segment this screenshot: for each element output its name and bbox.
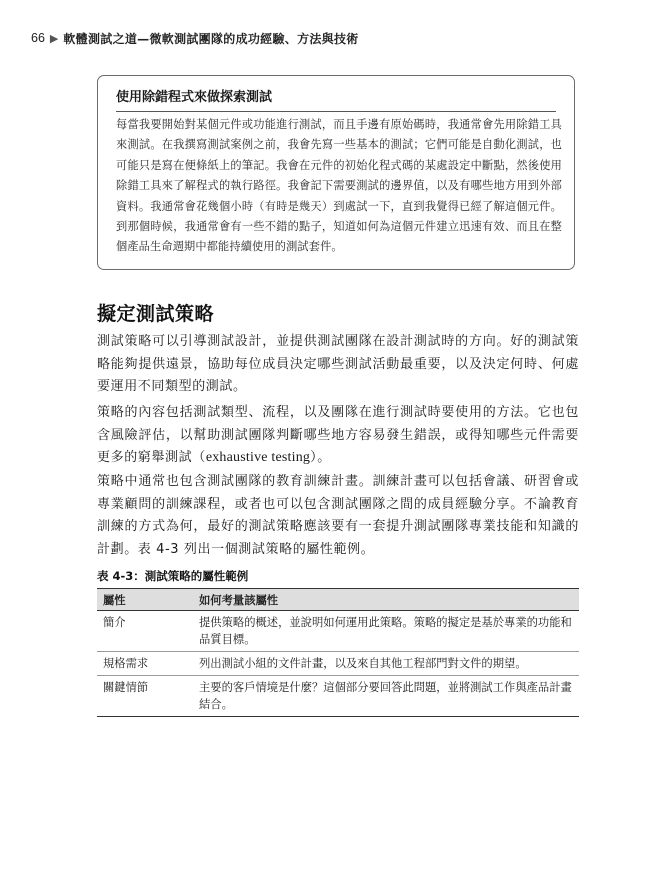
table-caption: 表 4-3：測試策略的屬性範例 (97, 569, 249, 583)
table-row (97, 611, 579, 652)
table-cell-description: 列出測試小組的文件計畫，以及來自其他工程部門對文件的期望。 (193, 652, 579, 676)
table-cell-attribute: 關鍵情節 (97, 676, 193, 717)
triangle-arrow-icon: ▶ (49, 31, 59, 45)
sidebar-box (97, 75, 575, 270)
book-title: 軟體測試之道—微軟測試團隊的成功經驗、方法與技術 (63, 31, 359, 46)
paragraph-2-text: 策略的內容包括測試類型、流程，以及團隊在進行測試時要使用的方法。它也包含風險評估，以幫助測試團隊判斷哪些地方容易發生錯誤，或得知哪些元件需要更多的窮舉測試（ (97, 405, 579, 465)
paragraph-1: 測試策略可以引導測試設計，並提供測試團隊在設計測試時的方向。好的測試策略能夠提供遠景，協助每位成員決定哪些測試活動最重要，以及決定何時、何處要運用不同類型的測試。 (97, 334, 579, 394)
table-cell-description: 提供策略的概述，並說明如何運用此策略。策略的擬定是基於專業的功能和品質目標。 (193, 611, 579, 652)
section-heading: 擬定測試策略 (97, 303, 215, 325)
table-cell-description: 主要的客戶情境是什麼？這個部分要回答此問題，並將測試工作與產品計畫結合。 (193, 676, 579, 717)
table-cell-attribute: 規格需求 (97, 652, 193, 676)
table-header-row (97, 589, 579, 611)
column-header-consideration: 如何考量該屬性 (193, 589, 579, 611)
paragraph-2 (97, 402, 579, 470)
page-number: 66 (31, 31, 45, 45)
sidebar-body: 每當我要開始對某個元件或功能進行測試，而且手邊有原始碼時，我通常會先用除錯工具來測試。在我撰寫測試案例之前，我會先寫一些基本的測試；它們可能是自動化測試，也可能只是寫在便條紙上的筆記。我會在元件的初始化程式碼的某處設定中斷點，然後使用除錯工具來了解程式的執行路徑。我會記下需要測試的邊界值，以及有哪些地方用到外部資料。我通常會花幾個小時（有時是幾天）到處試一下，直到我覺得已經了解這個元件。到那個時候，我通常會有一些不錯的點子，知道如何為這個元件建立迅速有效、而且在整個產品生命週期中都能持續使用的測試套件。 (116, 118, 562, 254)
attribute-table (97, 588, 579, 717)
table-row (97, 652, 579, 676)
table-row (97, 676, 579, 717)
column-header-attribute: 屬性 (97, 589, 193, 611)
table-cell-attribute: 簡介 (97, 611, 193, 652)
english-term: exhaustive testing (205, 450, 311, 465)
running-header (31, 28, 359, 48)
sidebar-title: 使用除錯程式來做探索測試 (116, 86, 556, 112)
paragraph-2-end: ）。 (310, 450, 331, 465)
paragraph-3: 策略中通常也包含測試團隊的教育訓練計畫。訓練計畫可以包括會議、研習會或專業顧問的訓練課程，或者也可以包含測試團隊之間的成員經驗分享。不論教育訓練的方式為何，最好的測試策略應該要有一套提升測試團隊專業技能和知識的計劃。表 4-3 列出一個測試策略的屬性範例。 (97, 474, 579, 557)
